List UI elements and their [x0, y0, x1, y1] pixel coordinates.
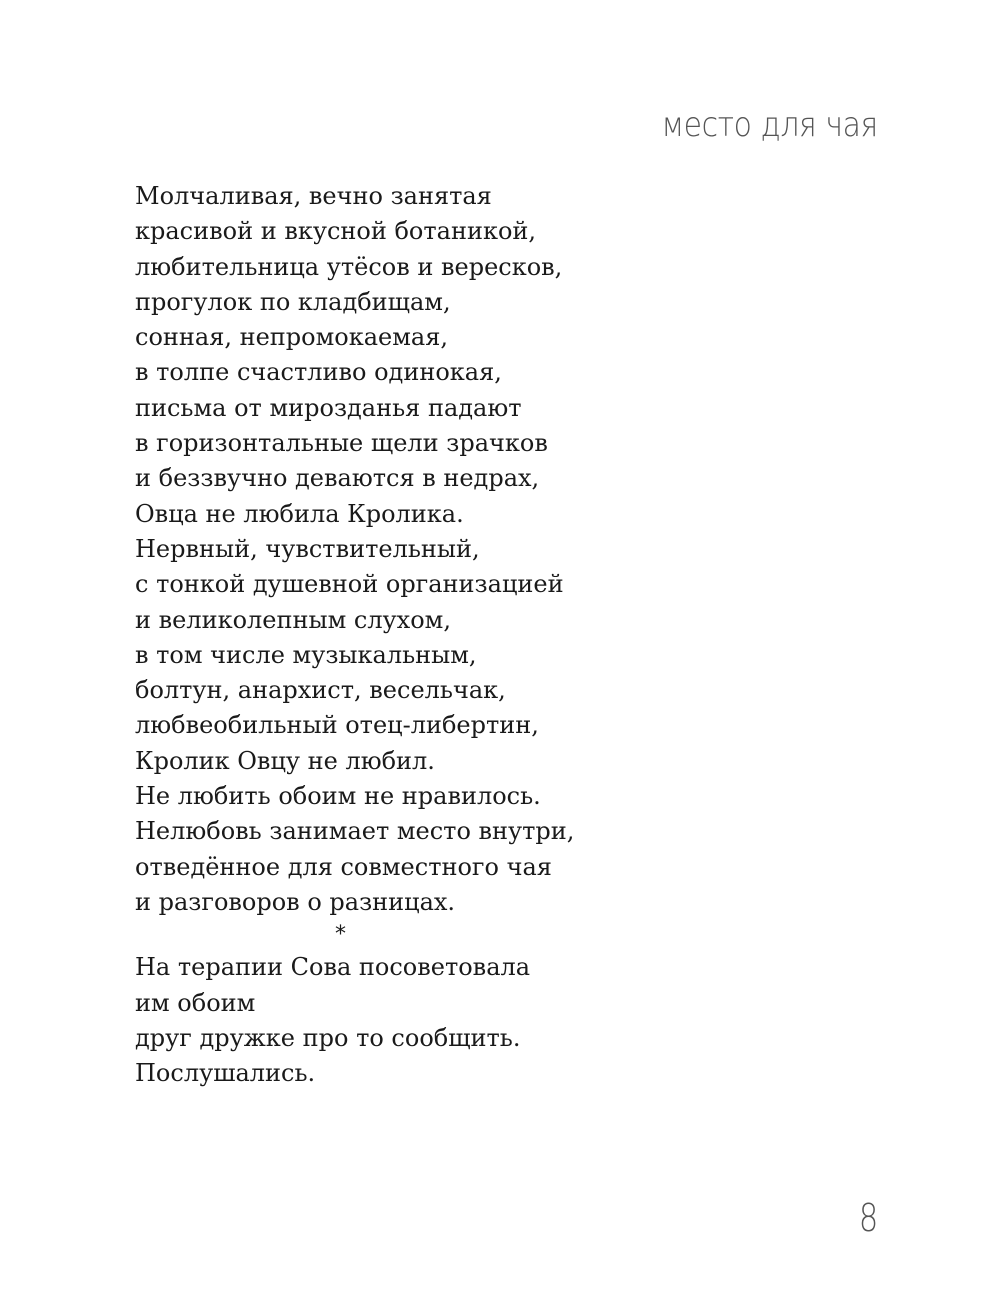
poem-line: любвеобильный отец-либертин,	[135, 711, 539, 740]
poem-line: Нелюбовь занимает место внутри,	[135, 817, 575, 846]
poem-line: в толпе счастливо одинокая,	[135, 358, 502, 387]
poem-line: Кролик Овцу не любил.	[135, 746, 435, 775]
stanza-2	[135, 950, 695, 1091]
poem-line: и беззвучно деваются в недрах,	[135, 464, 540, 493]
poem-line: письма от мирозданья падают	[135, 393, 522, 422]
poem-line: друг дружке про то сообщить.	[135, 1023, 521, 1052]
poem-line: прогулок по кладбищам,	[135, 287, 451, 316]
poem-body	[135, 179, 695, 1091]
stanza-1	[135, 179, 695, 920]
poem-line: им обоим	[135, 988, 256, 1017]
poem-line: Послушались.	[135, 1059, 316, 1088]
running-head-title: место для чая	[661, 105, 878, 145]
poem-line: Нервный, чувствительный,	[135, 534, 480, 563]
poem-line: сонная, непромокаемая,	[135, 323, 448, 352]
poem-line: отведённое для совместного чая	[135, 852, 552, 881]
poem-line: Не любить обоим не нравилось.	[135, 782, 541, 811]
page-number: 8	[858, 1196, 878, 1240]
poem-line: и великолепным слухом,	[135, 605, 451, 634]
poem-line: в горизонтальные щели зрачков	[135, 429, 548, 458]
poem-line: болтун, анархист, весельчак,	[135, 676, 506, 705]
poem-line: красивой и вкусной ботаникой,	[135, 217, 537, 246]
poem-line: с тонкой душевной организацией	[135, 570, 564, 599]
poem-line: в том числе музыкальным,	[135, 640, 477, 669]
poem-line: Овца не любила Кролика.	[135, 499, 464, 528]
poem-line: На терапии Сова посоветовала	[135, 953, 531, 982]
poem-line: Молчаливая, вечно занятая	[135, 182, 492, 210]
poem-line: любительница утёсов и вересков,	[135, 252, 563, 281]
poem-line: и разговоров о разницах.	[135, 887, 456, 916]
asterism-separator: *	[335, 922, 346, 948]
